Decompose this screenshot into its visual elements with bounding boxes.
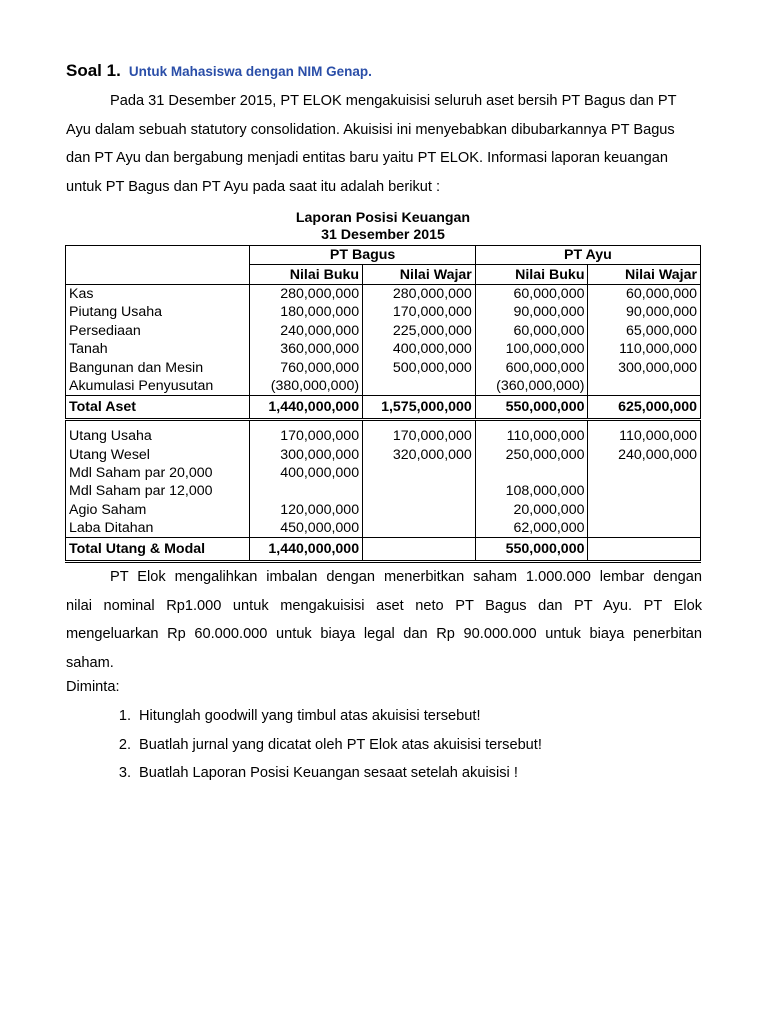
spacer-row (66, 420, 701, 428)
cell (363, 501, 476, 519)
row-label: Akumulasi Penyusutan (66, 377, 250, 396)
row-label: Bangunan dan Mesin (66, 358, 250, 376)
cell (588, 538, 701, 562)
question-heading (66, 61, 372, 81)
cell: 300,000,000 (588, 358, 701, 376)
cell: 110,000,000 (475, 427, 588, 445)
column-header: Nilai Wajar (588, 265, 701, 284)
table-row (66, 482, 701, 500)
list-text: Hitunglah goodwill yang timbul atas akuisisi tersebut! (139, 708, 481, 724)
table-date: 31 Desember 2015 (321, 227, 445, 243)
table-row (66, 322, 701, 340)
intro-paragraph (66, 87, 702, 201)
cell (363, 519, 476, 538)
required-label (66, 673, 702, 702)
total-row (66, 396, 701, 420)
column-header: Nilai Buku (475, 265, 588, 284)
cell (363, 482, 476, 500)
table-row (66, 377, 701, 396)
cell: 60,000,000 (475, 284, 588, 303)
cell: 1,440,000,000 (250, 396, 363, 420)
cell (363, 377, 476, 396)
cell: 600,000,000 (475, 358, 588, 376)
row-label: Piutang Usaha (66, 303, 250, 321)
cell: 60,000,000 (475, 322, 588, 340)
total-row (66, 538, 701, 562)
consideration-paragraph (66, 563, 702, 677)
table-row (66, 519, 701, 538)
cell: 110,000,000 (588, 427, 701, 445)
table-row (66, 464, 701, 482)
cell: 280,000,000 (250, 284, 363, 303)
table-row (66, 303, 701, 321)
list-text: Buatlah Laporan Posisi Keuangan sesaat setelah akuisisi ! (139, 765, 518, 781)
table-title: Laporan Posisi Keuangan (295, 210, 471, 226)
cell: 90,000,000 (588, 303, 701, 321)
consideration-line: mengeluarkan Rp 60.000.000 untuk biaya legal dan Rp 90.000.000 untuk biaya penerbitan (66, 626, 702, 642)
list-item (66, 702, 542, 731)
cell (588, 464, 701, 482)
cell: 360,000,000 (250, 340, 363, 358)
cell: 550,000,000 (475, 538, 588, 562)
row-label: Tanah (66, 340, 250, 358)
cell: 320,000,000 (363, 446, 476, 464)
intro-line: untuk PT Bagus dan PT Ayu pada saat itu adalah berikut : (66, 178, 441, 195)
cell: 225,000,000 (363, 322, 476, 340)
cell: (360,000,000) (475, 377, 588, 396)
intro-line: dan PT Ayu dan bergabung menjadi entitas baru yaitu PT ELOK. Informasi laporan keuangan (66, 150, 668, 166)
task-list (66, 702, 542, 788)
row-label: Total Utang & Modal (66, 538, 250, 562)
list-item (66, 759, 542, 788)
cell: 170,000,000 (250, 427, 363, 445)
table-row (66, 284, 701, 303)
cell: 760,000,000 (250, 358, 363, 376)
list-text: Buatlah jurnal yang dicatat oleh PT Elok atas akuisisi tersebut! (139, 736, 542, 753)
cell: 65,000,000 (588, 322, 701, 340)
cell (363, 464, 476, 482)
cell: 170,000,000 (363, 303, 476, 321)
cell: 1,575,000,000 (363, 396, 476, 420)
cell: 400,000,000 (363, 340, 476, 358)
cell: 550,000,000 (475, 396, 588, 420)
cell: 400,000,000 (250, 464, 363, 482)
list-number: 3. (118, 765, 131, 781)
row-label: Agio Saham (66, 501, 250, 519)
cell (475, 464, 588, 482)
intro-line: Pada 31 Desember 2015, PT ELOK mengakuisisi seluruh aset bersih PT Bagus dan PT (110, 93, 677, 109)
cell: 180,000,000 (250, 303, 363, 321)
cell (588, 482, 701, 500)
cell (588, 501, 701, 519)
consideration-line: saham. (66, 654, 114, 671)
list-number: 2. (118, 736, 131, 753)
column-header: Nilai Wajar (363, 265, 476, 284)
company-header-row (66, 246, 701, 265)
row-label: Utang Usaha (66, 427, 250, 445)
cell: 250,000,000 (475, 446, 588, 464)
required-heading: Diminta: (66, 679, 120, 695)
cell: 108,000,000 (475, 482, 588, 500)
question-label: Soal 1. (66, 61, 121, 80)
list-number: 1. (118, 708, 131, 724)
cell (588, 519, 701, 538)
row-label: Laba Ditahan (66, 519, 250, 538)
cell: 120,000,000 (250, 501, 363, 519)
company-header: PT Bagus (250, 246, 475, 265)
cell (363, 538, 476, 562)
intro-line: Ayu dalam sebuah statutory consolidation. Akuisisi ini menyebabkan dibubarkannya PT Bagus (66, 121, 675, 138)
column-header-row (66, 265, 701, 284)
company-header: PT Ayu (475, 246, 700, 265)
row-label: Mdl Saham par 20,000 (66, 464, 250, 482)
question-subtitle: Untuk Mahasiswa dengan NIM Genap. (128, 64, 372, 79)
table-row (66, 501, 701, 519)
cell: 60,000,000 (588, 284, 701, 303)
list-item (66, 731, 542, 760)
row-label: Kas (66, 284, 250, 303)
row-label: Persediaan (66, 322, 250, 340)
cell: 240,000,000 (250, 322, 363, 340)
cell: 450,000,000 (250, 519, 363, 538)
row-label: Utang Wesel (66, 446, 250, 464)
cell: 1,440,000,000 (250, 538, 363, 562)
table-row (66, 446, 701, 464)
balance-sheet-table (65, 245, 701, 563)
cell (588, 377, 701, 396)
row-label: Mdl Saham par 12,000 (66, 482, 250, 500)
cell: 625,000,000 (588, 396, 701, 420)
table-row (66, 358, 701, 376)
cell: 20,000,000 (475, 501, 588, 519)
column-header: Nilai Buku (250, 265, 363, 284)
cell: (380,000,000) (250, 377, 363, 396)
row-label: Total Aset (66, 396, 250, 420)
cell: 62,000,000 (475, 519, 588, 538)
consideration-line: PT Elok mengalihkan imbalan dengan menerbitkan saham 1.000.000 lembar dengan (110, 569, 702, 585)
cell: 280,000,000 (363, 284, 476, 303)
cell: 500,000,000 (363, 358, 476, 376)
table-row (66, 340, 701, 358)
consideration-line: nilai nominal Rp1.000 untuk mengakuisisi aset neto PT Bagus dan PT Ayu. PT Elok (66, 597, 702, 614)
cell: 300,000,000 (250, 446, 363, 464)
cell: 100,000,000 (475, 340, 588, 358)
table-row (66, 427, 701, 445)
cell: 240,000,000 (588, 446, 701, 464)
cell: 90,000,000 (475, 303, 588, 321)
cell (250, 482, 363, 500)
cell: 170,000,000 (363, 427, 476, 445)
cell: 110,000,000 (588, 340, 701, 358)
